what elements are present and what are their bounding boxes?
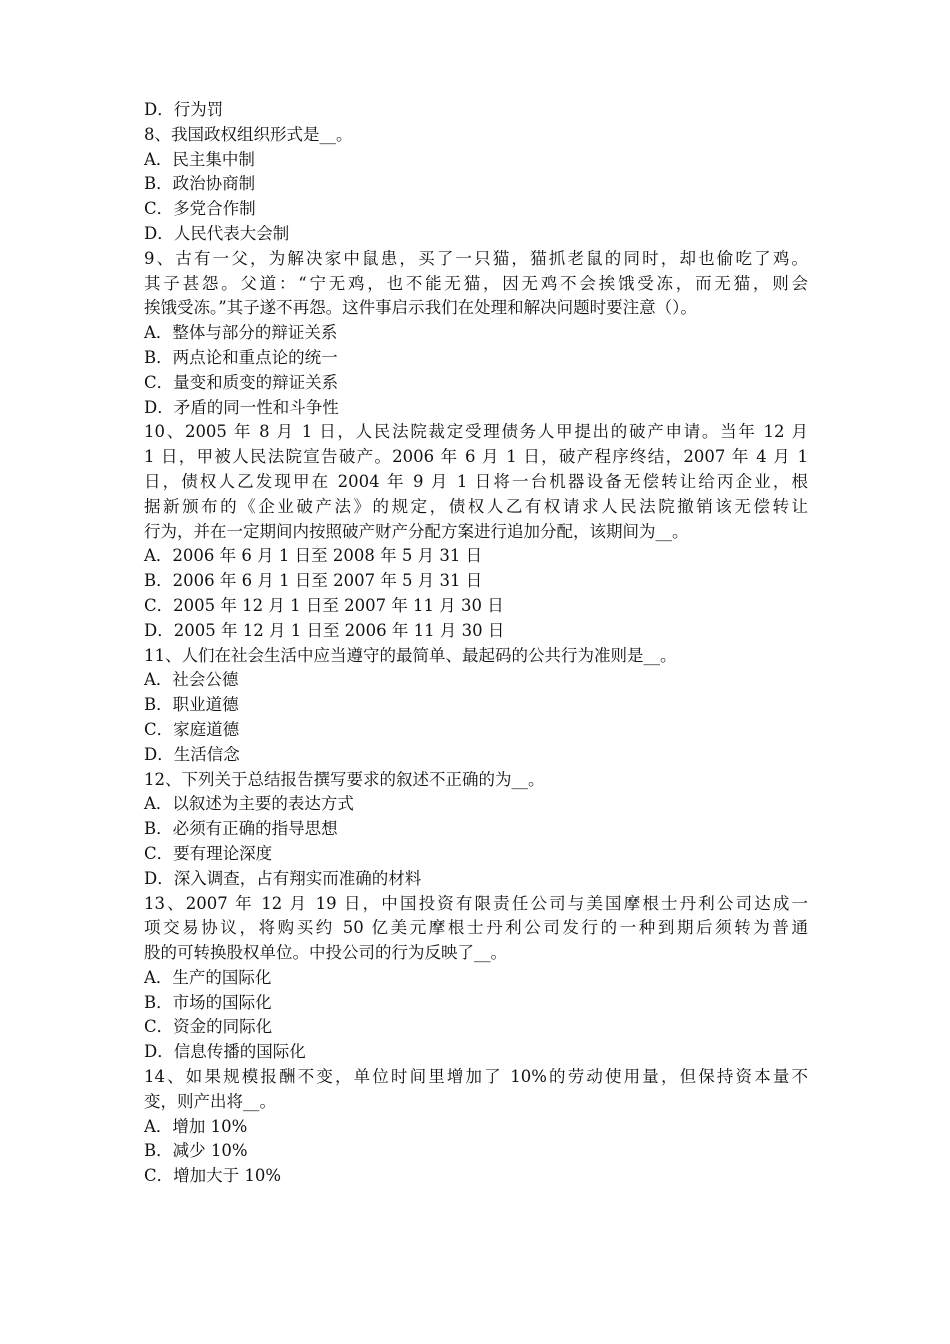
- document-body: [144, 98, 808, 1189]
- text-line: 变，则产出将__。: [144, 1091, 276, 1111]
- text-line: A．2006 年 6 月 1 日至 2008 年 5 月 31 日: [144, 546, 483, 566]
- text-line: 其子甚怨。父道：“宁无鸡，也不能无猫，因无鸡不会挨饿受冻，而无猫，则会: [144, 273, 808, 293]
- text-line: C．家庭道德: [144, 719, 240, 739]
- text-line: B．2006 年 6 月 1 日至 2007 年 5 月 31 日: [144, 571, 483, 591]
- text-line: 11、人们在社会生活中应当遵守的最简单、最起码的公共行为准则是__。: [144, 645, 677, 665]
- text-line: B．减少 10%: [144, 1141, 248, 1161]
- text-line: C．资金的同际化: [144, 1017, 273, 1037]
- text-line: C．2005 年 12 月 1 日至 2007 年 11 月 30 日: [144, 595, 504, 615]
- text-line: 13、2007 年 12 月 19 日，中国投资有限责任公司与美国摩根士丹利公司达成一: [144, 893, 808, 913]
- text-line: C．多党合作制: [144, 199, 256, 219]
- text-line: D．信息传播的国际化: [144, 1042, 306, 1062]
- text-line: B．政治协商制: [144, 174, 256, 194]
- text-line: B．必须有正确的指导思想: [144, 819, 338, 839]
- text-line: 9、古有一父，为解决家中鼠患，买了一只猫，猫抓老鼠的同时，却也偷吃了鸡。: [144, 248, 808, 268]
- text-line: B．两点论和重点论的统一: [144, 347, 338, 367]
- text-line: 1 日，甲被人民法院宣告破产。2006 年 6 月 1 日，破产程序终结，2007 年 4 月 1: [144, 447, 808, 467]
- text-line: A．增加 10%: [144, 1116, 248, 1136]
- text-line: 日，债权人乙发现甲在 2004 年 9 月 1 日将一台机器设备无偿转让给丙企业，根: [144, 471, 808, 491]
- text-line: C．量变和质变的辩证关系: [144, 372, 339, 392]
- text-line: D．人民代表大会制: [144, 223, 290, 243]
- text-line: A．整体与部分的辩证关系: [144, 323, 338, 343]
- text-line: D．深入调查，占有翔实而准确的材料: [144, 868, 422, 888]
- text-line: 行为，并在一定期间内按照破产财产分配方案进行追加分配，该期间为__。: [144, 521, 689, 541]
- text-line: 挨饿受冻。”其子遂不再怨。这件事启示我们在处理和解决问题时要注意（）。: [144, 298, 697, 318]
- text-line: B．职业道德: [144, 695, 239, 715]
- text-line: B．市场的国际化: [144, 992, 272, 1012]
- text-line: 8、我国政权组织形式是__。: [144, 124, 353, 144]
- text-line: 项交易协议，将购买约 50 亿美元摩根士丹利公司发行的一种到期后须转为普通: [144, 918, 808, 938]
- text-line: 14、如果规模报酬不变，单位时间里增加了 10%的劳动使用量，但保持资本量不: [144, 1067, 808, 1087]
- text-line: 12、下列关于总结报告撰写要求的叙述不正确的为__。: [144, 769, 545, 789]
- text-line: A．以叙述为主要的表达方式: [144, 794, 354, 814]
- text-line: A．生产的国际化: [144, 967, 272, 987]
- text-line: C．增加大于 10%: [144, 1166, 282, 1186]
- text-line: 据新颁布的《企业破产法》的规定，债权人乙有权请求人民法院撤销该无偿转让: [144, 496, 808, 516]
- text-line: C．要有理论深度: [144, 843, 273, 863]
- text-line: 股的可转换股权单位。中投公司的行为反映了__。: [144, 943, 507, 963]
- text-line: 10、2005 年 8 月 1 日，人民法院裁定受理债务人甲提出的破产申请。当年 12 月: [144, 422, 808, 442]
- text-line: D．生活信念: [144, 744, 240, 764]
- text-line: D．2005 年 12 月 1 日至 2006 年 11 月 30 日: [144, 620, 505, 640]
- text-line: A．社会公德: [144, 670, 239, 690]
- text-line: D．行为罚: [144, 100, 224, 119]
- text-line: D．矛盾的同一性和斗争性: [144, 397, 339, 417]
- text-line: A．民主集中制: [144, 149, 255, 169]
